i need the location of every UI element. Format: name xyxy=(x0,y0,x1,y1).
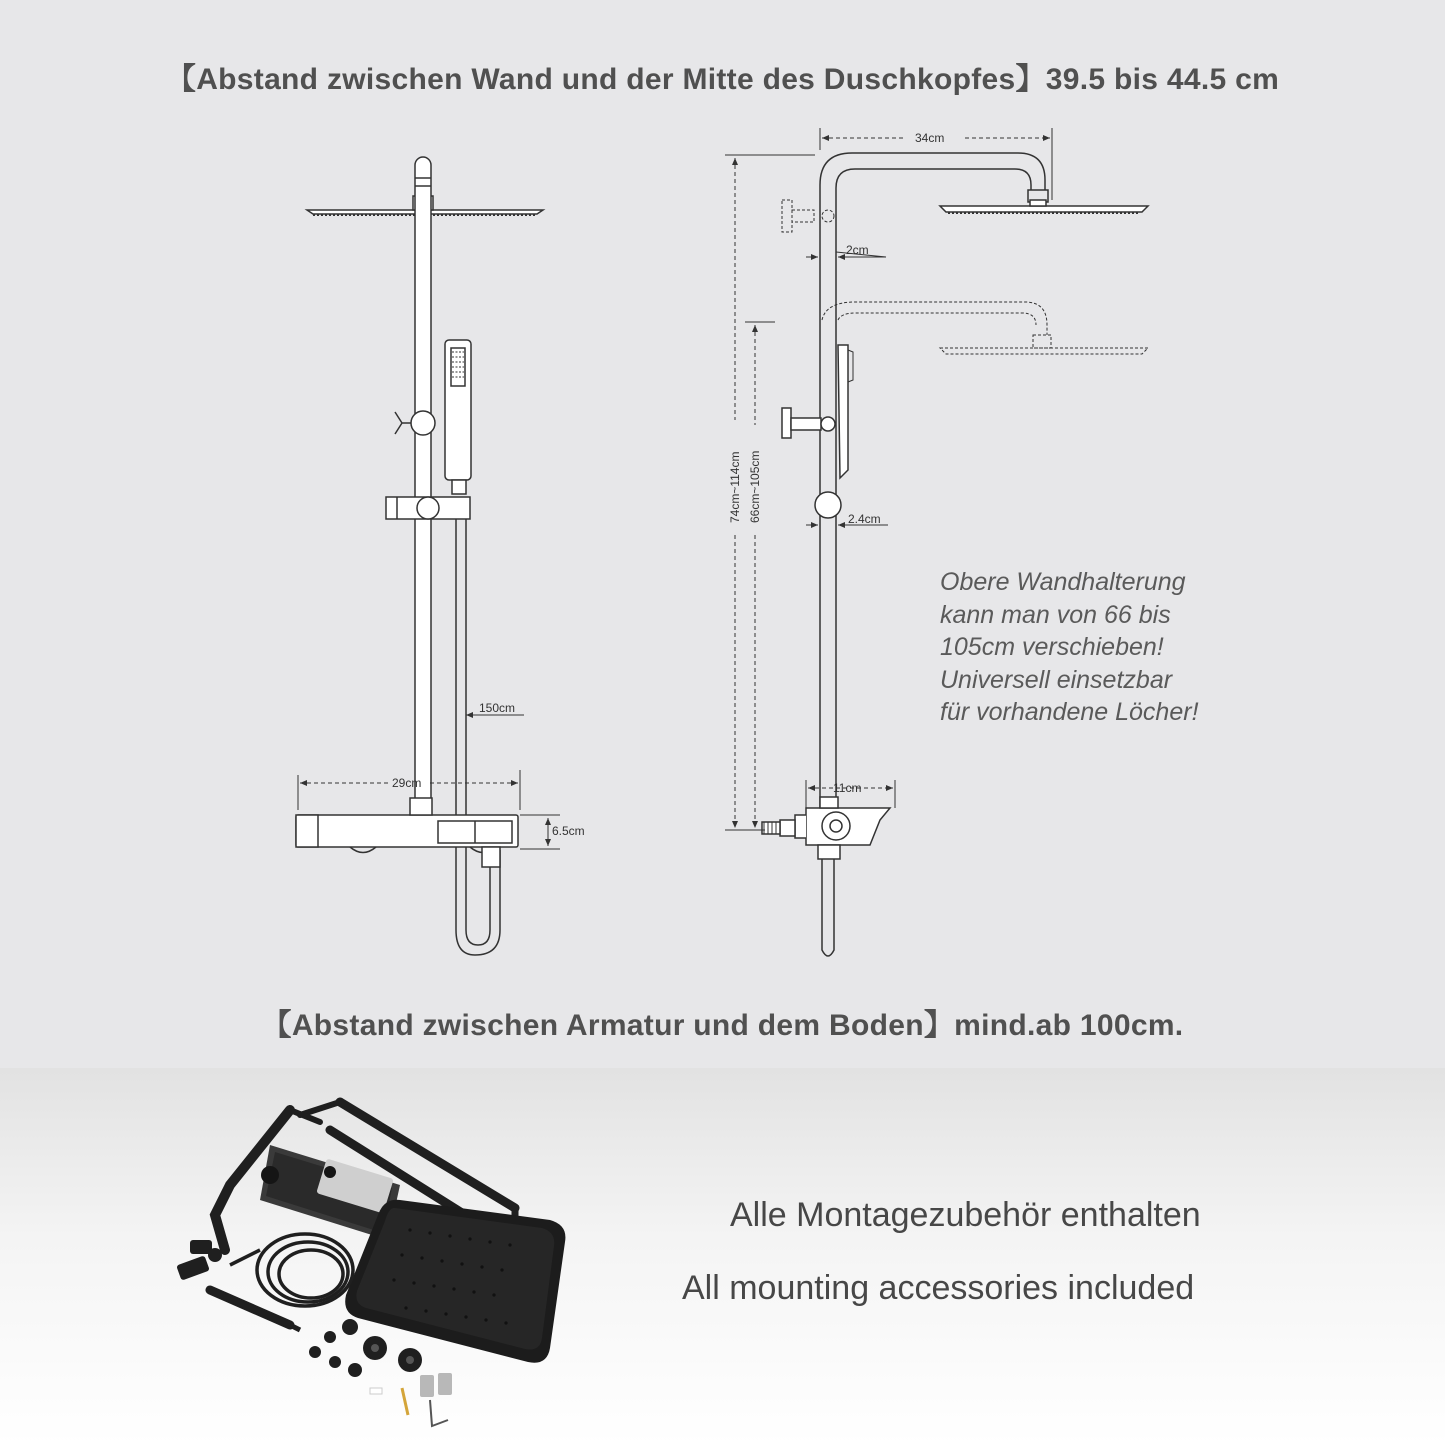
front-view xyxy=(296,157,560,955)
footer-title: 【Abstand zwischen Armatur und dem Boden】mind.ab 100cm. xyxy=(261,1009,1184,1042)
dim-front-hose: 150cm xyxy=(479,701,516,715)
note-line: für vorhandene Löcher! xyxy=(940,698,1199,726)
side-shower-head xyxy=(940,206,1148,212)
side-slider-ball xyxy=(815,492,841,518)
kit-hand-shower xyxy=(210,1290,290,1325)
note-line: 105cm verschieben! xyxy=(940,633,1164,661)
accessories-label-english: All mounting accessories included xyxy=(682,1269,1195,1307)
wall-bracket-note xyxy=(940,566,1270,729)
dim-front-width: 29cm xyxy=(392,776,422,790)
dim-side-pipe: 2.4cm xyxy=(848,512,881,526)
accessories-kit-image xyxy=(170,1090,640,1430)
dim-side-gap: 2cm xyxy=(846,243,869,257)
side-view xyxy=(725,128,1148,956)
header-title: 【Abstand zwischen Wand und der Mitte des Duschkopfes】39.5 bis 44.5 cm xyxy=(165,63,1280,96)
note-line: kann man von 66 bis xyxy=(940,600,1171,629)
front-hose xyxy=(456,519,500,955)
dim-side-adjust: 66cm~105cm xyxy=(748,450,762,523)
dim-side-depth: 11cm xyxy=(833,781,862,795)
kit-bracket xyxy=(176,1240,222,1281)
note-line: Obere Wandhalterung xyxy=(940,568,1186,596)
dim-front-height: 6.5cm xyxy=(552,824,585,838)
accessories-label-german: Alle Montagezubehör enthalten xyxy=(730,1196,1201,1234)
note-line: Universell einsetzbar xyxy=(940,665,1173,694)
kit-hose xyxy=(230,1234,353,1306)
side-hand-shower xyxy=(838,345,848,478)
front-main-pipe xyxy=(415,157,431,817)
dim-side-width: 34cm xyxy=(915,131,945,145)
dim-side-total: 74cm~114cm xyxy=(728,451,742,523)
